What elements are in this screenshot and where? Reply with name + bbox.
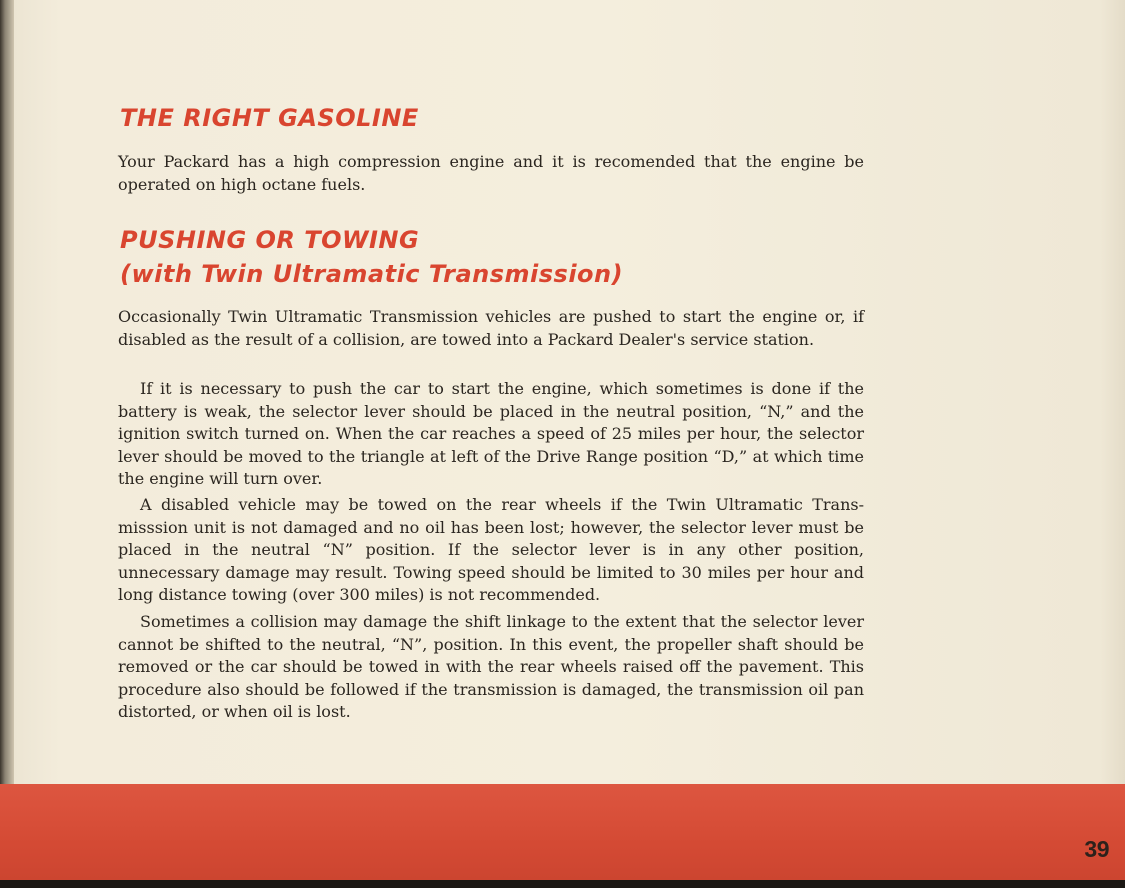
- book-spine-shadow: [0, 0, 14, 888]
- gasoline-paragraph: Your Packard has a high compression engine and it is recomended that the engine be operated on high octane fuels.: [118, 152, 864, 194]
- pushing-paragraph-1: Occasionally Twin Ultramatic Transmission vehicles are pushed to start the engine or, if disabled as the result of a collision, are towed into a Packard Dealer's service station.: [118, 307, 864, 349]
- pushing-paragraph-2: If it is necessary to push the car to start the engine, which sometimes is done if the battery is weak, the selector lever should be placed in the neutral position, “N,” and the ignition switch turned on. When the car reaches a speed of 25 miles per hour, the selector lever should be moved to the triangle at left of the Drive Range position “D,” at which time the engine will turn over.: [118, 379, 864, 489]
- page-number: 39: [1084, 836, 1109, 862]
- pushing-paragraph-4: Sometimes a collision may damage the shift linkage to the extent that the selector lever cannot be shifted to the neutral, “N”, position. In this event, the propeller shaft should be removed or the car should be towed in with the rear wheels raised off the pavement. This procedure also should be followed if the transmission is damaged, the transmission oil pan distorted, or when oil is lost.: [118, 612, 864, 722]
- section-title-pushing: PUSHING OR TOWING: [120, 226, 420, 254]
- pushing-paragraph-3: A disabled vehicle may be towed on the rear wheels if the Twin Ultramatic Transmisssion unit is not damaged and no oil has been lost; however, the selector lever must be placed in the neutral “N” position. If the selector lever is in any other position, unnecessary damage may result. Towing speed should be limited to 30 miles per hour and long distance towing (over 300 miles) is not recommended.: [118, 495, 864, 605]
- footer-band: [0, 784, 1125, 880]
- page-bottom-edge: [0, 880, 1125, 888]
- section-title-gasoline: THE RIGHT GASOLINE: [120, 104, 419, 132]
- section-subtitle-pushing: (with Twin Ultramatic Transmission): [120, 260, 624, 288]
